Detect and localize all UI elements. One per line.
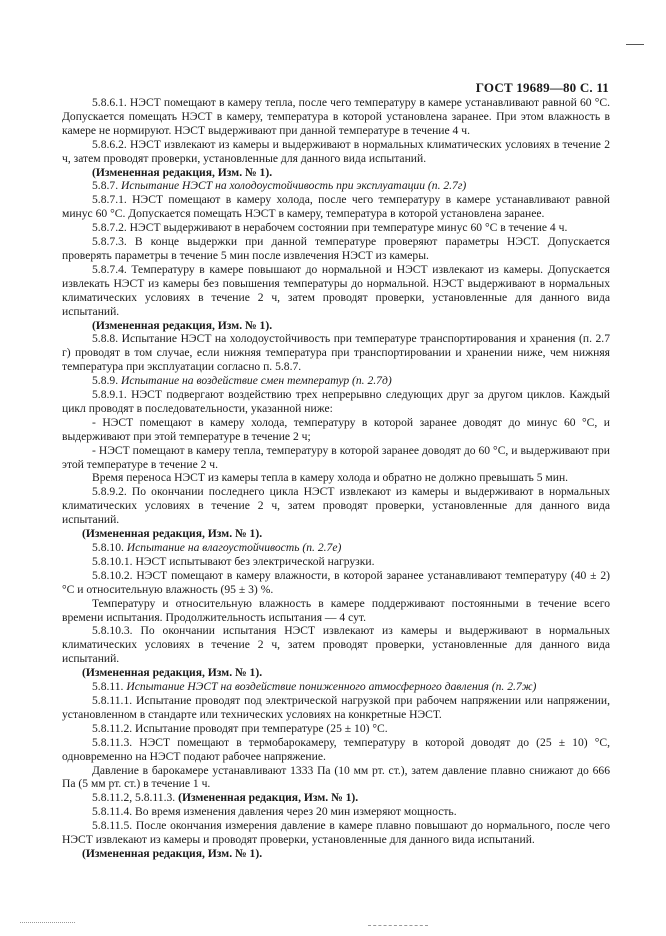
paragraph-text: 5.8.10.3. По окончании испытания НЭСТ извлекают из камеры и выдерживают в нормальных климатических условиях в течение 2 ч, затем проводят проверки, установленные для данного вида испытаний. [62, 624, 610, 666]
amendment-note: (Измененная редакция, Изм. № 1). [178, 791, 359, 805]
paragraph [62, 138, 610, 166]
paragraph-text: 5.8.11.1. Испытание проводят под электрической нагрузкой при рабочем напряжении или напряжении, установленном в стандарте или технических условиях на конкретные НЭСТ. [62, 693, 610, 721]
paragraph [62, 805, 610, 819]
clause-number: 5.8.9. [92, 374, 121, 388]
section-title: Испытание на воздействие смен температур (п. 2.7д) [120, 374, 392, 388]
corner-mark [626, 44, 644, 45]
section-title: Испытание НЭСТ на воздействие пониженного атмосферного давления (п. 2.7ж) [126, 680, 537, 694]
paragraph [62, 235, 610, 263]
paragraph [62, 736, 610, 764]
paragraph [62, 96, 610, 138]
paragraph [62, 332, 610, 374]
paragraph-text: Давление в барокамере устанавливают 1333 Па (10 мм рт. ст.), затем давление плавно снижают до 666 Па (5 мм рт. ст.) в течение 1 ч. [62, 763, 610, 791]
paragraph [62, 263, 610, 319]
paragraph-text: 5.8.10.2. НЭСТ помещают в камеру влажности, в которой заранее устанавливают температуру (40 ± 2) °С и относительную влажность (95 ± 3) %. [62, 568, 610, 596]
scan-mark-middle [368, 925, 428, 926]
clause-number: 5.8.7. [92, 179, 121, 193]
paragraph [62, 485, 610, 527]
paragraph-text: Температуру и относительную влажность в камере поддерживают постоянными в течение всего времени испытания. Продолжительность испытания — 4 сут. [62, 596, 610, 624]
paragraph [62, 666, 610, 680]
paragraph-text: (Измененная редакция, Изм. № 1). [82, 527, 263, 541]
paragraph [62, 471, 610, 485]
paragraph-text: 5.8.7.3. В конце выдержки при данной температуре проверяют параметры НЭСТ. Допускается проверять параметры в течение 5 мин после извлечения НЭСТ из камеры. [62, 235, 610, 262]
paragraph [62, 555, 610, 569]
paragraph-text: 5.8.11.4. Во время изменения давления через 20 мин измеряют мощность. [92, 805, 457, 819]
paragraph-text: 5.8.8. Испытание НЭСТ на холодоустойчивость при температуре транспортирования и хранения (п. 2.7 г) проводят в том случае, если нижняя температура при транспортировании и хранении ниже, чем нижняя температура при эксплуатации согласно п. 5.8.7. [62, 332, 610, 374]
paragraph-text: (Измененная редакция, Изм. № 1). [82, 846, 263, 860]
paragraph [62, 541, 610, 555]
paragraph [62, 819, 610, 847]
paragraph [62, 527, 610, 541]
clause-number: 5.8.11. [92, 680, 127, 694]
page-header: ГОСТ 19689—80 С. 11 [475, 80, 609, 95]
paragraph [62, 624, 610, 666]
paragraph-text: 5.8.7.1. НЭСТ помещают в камеру холода, после чего температуру в камере устанавливают равной минус 60 °С. Допускается помещать НЭСТ в камеру, температура в которой установлена заранее. [62, 193, 610, 221]
paragraph-text: 5.8.6.1. НЭСТ помещают в камеру тепла, после чего температуру в камере устанавливают равной 60 °С. Допускается помещать НЭСТ в камеру, температура в которой установлена заранее. При этом влажность в камере не нормируют. НЭСТ выдерживают при данной температуре в течение 4 ч. [62, 96, 610, 137]
paragraph-text: (Измененная редакция, Изм. № 1). [82, 666, 263, 680]
paragraph [62, 847, 610, 861]
paragraph-text: - НЭСТ помещают в камеру тепла, температуру в которой заранее доводят до 60 °С, и выдерживают при этой температуре в течение 2 ч. [62, 443, 610, 471]
document-body [62, 96, 610, 861]
paragraph-text: (Измененная редакция, Изм. № 1). [92, 165, 273, 179]
paragraph-text: 5.8.11.3. НЭСТ помещают в термобарокамеру, температуру в которой доводят до (25 ± 10) °С, одновременно на НЭСТ подают рабочее напряжение. [62, 735, 610, 763]
paragraph [62, 764, 610, 792]
paragraph [62, 166, 610, 180]
paragraph-text: 5.8.11.5. После окончания измерения давление в камере плавно повышают до нормального, после чего НЭСТ извлекают из камеры и проводят проверки, установленные для данного вида испытаний. [62, 819, 610, 847]
paragraph [62, 193, 610, 221]
paragraph-text: 5.8.10.1. НЭСТ испытывают без электрической нагрузки. [92, 554, 375, 568]
paragraph-text: (Измененная редакция, Изм. № 1). [92, 318, 273, 332]
paragraph [62, 374, 610, 388]
paragraph [62, 221, 610, 235]
paragraph-text: 5.8.11.2. Испытание проводят при температуре (25 ± 10) °С. [92, 721, 388, 735]
paragraph [62, 791, 610, 805]
clause-number: 5.8.11.2, 5.8.11.3. [92, 791, 179, 805]
paragraph-text: 5.8.9.1. НЭСТ подвергают воздействию трех непрерывно следующих друг за другом циклов. Каждый цикл проводят в последовательности, указанной ниже: [62, 388, 610, 415]
section-title: Испытание на влагоустойчивость (п. 2.7е) [126, 541, 342, 554]
section-title: Испытание НЭСТ на холодоустойчивость при эксплуатации (п. 2.7г) [120, 179, 467, 193]
clause-number: 5.8.10. [92, 541, 127, 554]
paragraph [62, 444, 610, 472]
paragraph [62, 680, 610, 694]
paragraph [62, 597, 610, 625]
paragraph [62, 569, 610, 597]
paragraph-text: Время переноса НЭСТ из камеры тепла в камеру холода и обратно не должно превышать 5 мин. [92, 471, 569, 485]
paragraph [62, 319, 610, 333]
paragraph [62, 416, 610, 444]
scan-mark-left [20, 922, 75, 923]
paragraph [62, 694, 610, 722]
paragraph-text: 5.8.7.2. НЭСТ выдерживают в нерабочем состоянии при температуре минус 60 °С в течение 4 ч. [92, 221, 568, 235]
paragraph-text: - НЭСТ помещают в камеру холода, температуру в которой заранее доводят до минус 60 °С, и выдерживают при этой температуре в течение 2 ч; [62, 415, 610, 443]
paragraph-text: 5.8.6.2. НЭСТ извлекают из камеры и выдерживают в нормальных климатических условиях в течение 2 ч, затем проводят проверки, установленные для данного вида испытаний. [62, 137, 610, 165]
paragraph-text: 5.8.7.4. Температуру в камере повышают до нормальной и НЭСТ извлекают из камеры. Допускается извлекать НЭСТ из камеры без повышения температуры до нормальной. НЭСТ выдерживают в нормальных климатических условиях в течение 2 ч, затем проводят проверки, установленные для данного вида испытаний. [62, 262, 610, 318]
paragraph-text: 5.8.9.2. По окончании последнего цикла НЭСТ извлекают из камеры и выдерживают в нормальных климатических условиях в течение 2 ч, затем проводят проверки, установленные для данного вида испытаний. [62, 485, 610, 527]
paragraph [62, 179, 610, 193]
paragraph [62, 388, 610, 416]
paragraph [62, 722, 610, 736]
